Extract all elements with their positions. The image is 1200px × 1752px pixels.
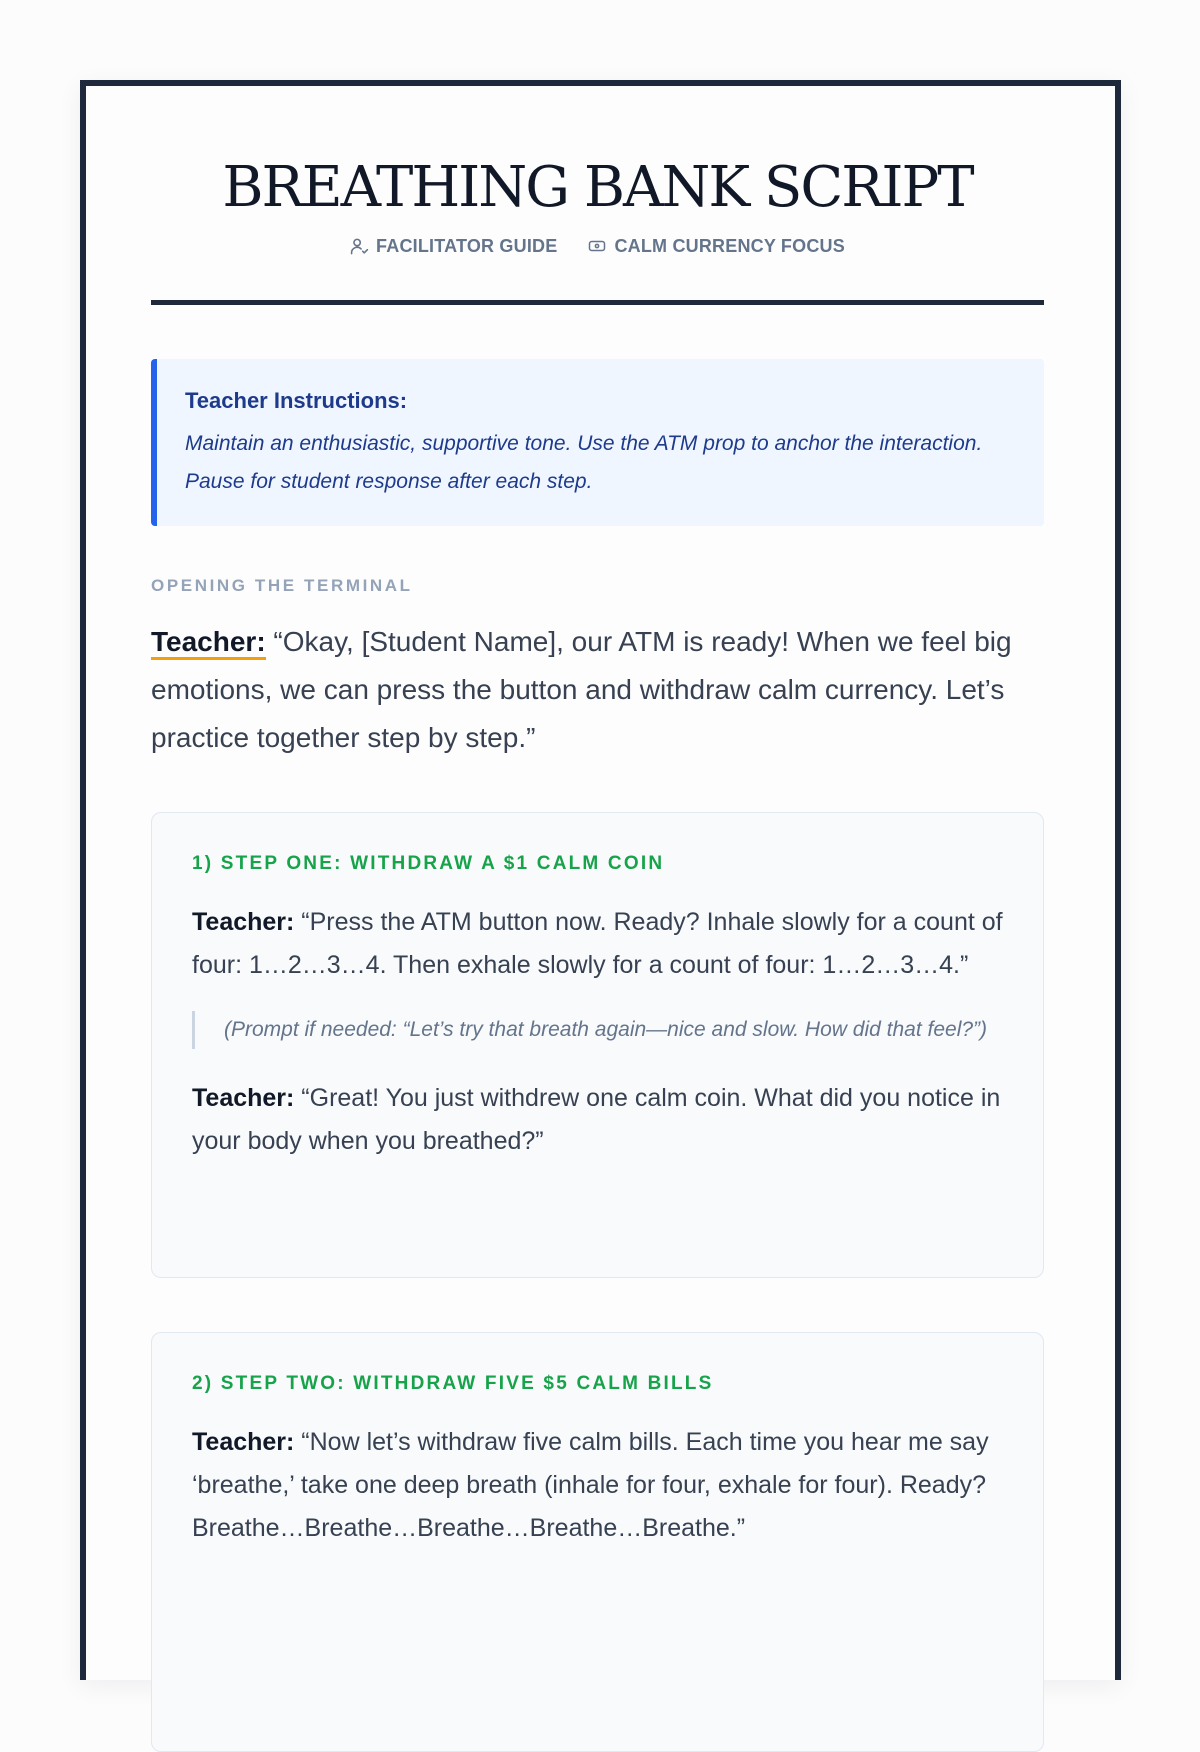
banknote-icon bbox=[587, 237, 607, 255]
meta-label: FACILITATOR GUIDE bbox=[376, 235, 558, 256]
dialogue-line bbox=[192, 1077, 1003, 1163]
speaker-label: Teacher: bbox=[151, 626, 266, 660]
meta-facilitator-guide bbox=[350, 236, 557, 257]
prompt-note: (Prompt if needed: “Let’s try that breath again—nice and slow. How did that feel?”) bbox=[192, 1011, 1003, 1049]
document-header bbox=[151, 156, 1044, 258]
speaker-label: Teacher: bbox=[192, 1084, 295, 1112]
teacher-instructions-callout bbox=[151, 359, 1044, 526]
meta-row bbox=[151, 234, 1044, 258]
header-divider bbox=[151, 300, 1044, 305]
document-title: BREATHING BANK SCRIPT bbox=[222, 155, 973, 220]
dialogue-text: “Okay, [Student Name], our ATM is ready! When we feel big emotions, we can press the button and withdraw calm currency. Let’s practice together step by step.” bbox=[151, 626, 1012, 753]
opening-dialogue bbox=[151, 618, 1044, 762]
dialogue-text: “Now let’s withdraw five calm bills. Each time you hear me say ‘breathe,’ take one deep breath (inhale for four, exhale for four). Ready? Breathe…Breathe…Breathe…Breathe…Breathe.” bbox=[192, 1428, 989, 1542]
dialogue-text: “Great! You just withdrew one calm coin. What did you notice in your body when you breathed?” bbox=[192, 1084, 1001, 1155]
script-page bbox=[80, 80, 1121, 1680]
step-heading: 1) STEP ONE: WITHDRAW A $1 CALM COIN bbox=[192, 853, 665, 874]
user-check-icon bbox=[350, 237, 369, 256]
section-label-opening: OPENING THE TERMINAL bbox=[151, 576, 413, 595]
callout-title: Teacher Instructions: bbox=[185, 388, 408, 413]
dialogue-line bbox=[192, 1421, 1003, 1550]
step-card-one bbox=[151, 812, 1044, 1278]
meta-calm-currency bbox=[587, 236, 844, 257]
step-heading: 2) STEP TWO: WITHDRAW FIVE $5 CALM BILLS bbox=[192, 1373, 714, 1394]
dialogue-text: “Press the ATM button now. Ready? Inhale slowly for a count of four: 1…2…3…4. Then exhale slowly for a count of four: 1…2…3…4.” bbox=[192, 908, 1003, 979]
speaker-label: Teacher: bbox=[192, 908, 295, 936]
speaker-label: Teacher: bbox=[192, 1428, 295, 1456]
dialogue-line bbox=[192, 901, 1003, 987]
callout-body: Maintain an enthusiastic, supportive tone. Use the ATM prop to anchor the interaction. Pause for student response after each step. bbox=[185, 432, 983, 493]
step-card-two bbox=[151, 1332, 1044, 1752]
meta-label: CALM CURRENCY FOCUS bbox=[614, 235, 845, 256]
